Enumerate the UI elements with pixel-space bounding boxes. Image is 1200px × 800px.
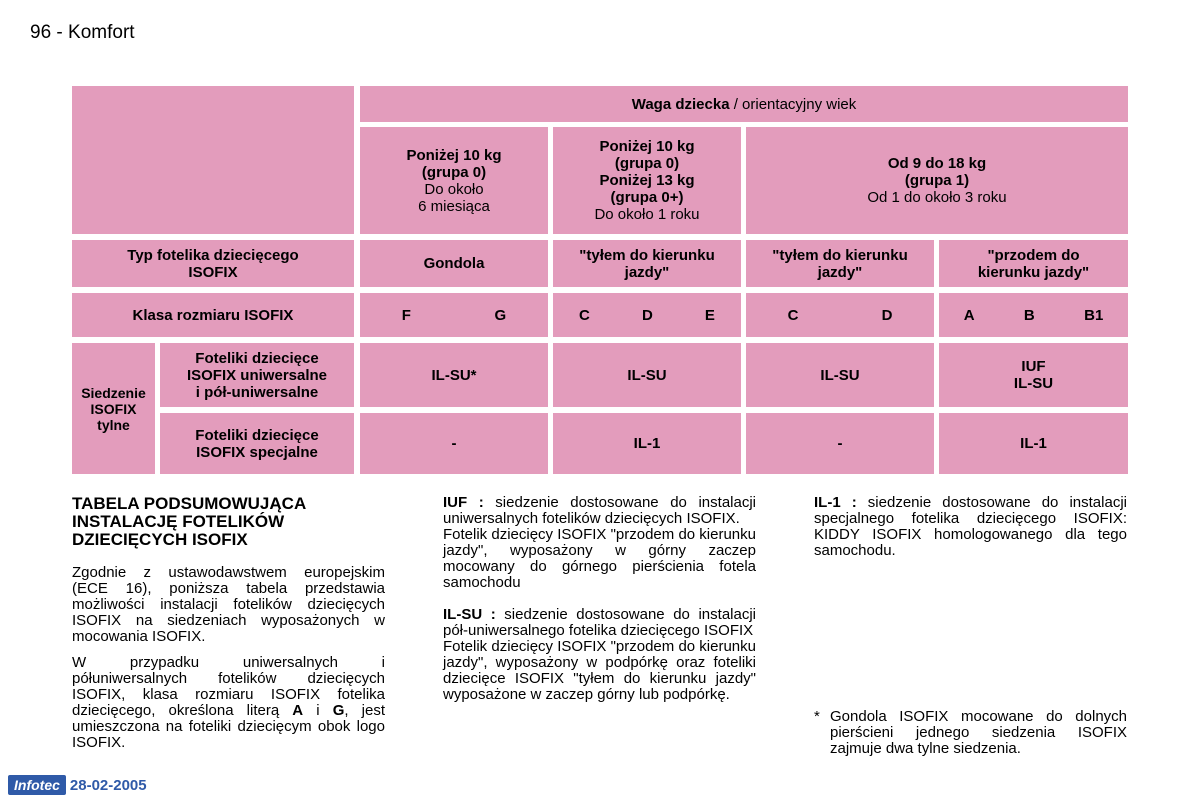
special-value-3 — [939, 413, 1128, 474]
size-cell-0 — [360, 293, 548, 337]
type-rear-2-a: "tyłem do kierunku — [772, 246, 908, 264]
special-value-text: IL-1 — [633, 435, 661, 452]
size-B: B — [1023, 306, 1035, 324]
para-text: , jest umieszczona na foteliki dziecięcym obok logo ISOFIX. — [72, 702, 385, 751]
universal-label-cell — [160, 343, 354, 407]
universal-value-0 — [360, 343, 548, 407]
type-rear-1-cell — [553, 240, 741, 287]
type-rear-1-b: jazdy" — [624, 263, 670, 281]
ilsu-definition — [443, 607, 756, 639]
letter-a: A — [292, 702, 304, 719]
page-header — [30, 22, 135, 44]
special-value-1 — [553, 413, 741, 474]
universal-value-text: IL-SU — [627, 366, 667, 384]
print-date: 28-02-2005 — [69, 776, 147, 794]
special-value-text: - — [837, 435, 843, 452]
special-value-text: - — [451, 435, 457, 452]
weight-title-bold: Waga dziecka — [631, 95, 730, 113]
heading-line: INSTALACJĘ FOTELIKÓW — [72, 512, 285, 531]
group-0plus-age: Do około 1 roku — [594, 206, 700, 223]
il1-definition — [814, 495, 1127, 559]
size-C: C — [579, 306, 590, 324]
special-value-2 — [746, 413, 934, 474]
type-label-2: ISOFIX — [188, 263, 238, 281]
group-0-weight: Poniżej 10 kg — [406, 146, 502, 164]
type-label-1: Typ fotelika dziecięcego — [127, 246, 299, 264]
seat-label-3: tylne — [97, 416, 130, 433]
size-cell-3 — [939, 293, 1128, 337]
heading-line: DZIECIĘCYCH ISOFIX — [72, 530, 248, 549]
iuf-description: Fotelik dziecięcy ISOFIX "przodem do kierunku jazdy", wyposażony w górny zaczep mocowany do górnego pierścienia fotela samochodu — [443, 526, 756, 591]
universal-value-text: IL-SU — [1013, 375, 1054, 392]
para-text: i — [303, 702, 333, 719]
header-separator: - — [56, 22, 63, 43]
footnote-mark: * — [814, 708, 820, 725]
iuf-term: IUF : — [443, 494, 484, 511]
weight-header — [360, 86, 1128, 122]
universal-value-2 — [746, 343, 934, 407]
size-cell-1 — [553, 293, 741, 337]
group-0plus-class-b: (grupa 0+) — [610, 189, 684, 206]
group-0-age-2: 6 miesiąca — [418, 197, 490, 215]
size-A: A — [963, 306, 975, 324]
page-number: 96 — [30, 22, 52, 43]
iuf-definition — [443, 495, 756, 527]
size-class-paragraph — [72, 655, 385, 751]
group-0plus-weight-a: Poniżej 10 kg — [599, 138, 695, 155]
universal-value-text: IL-SU* — [431, 366, 477, 384]
size-G: G — [494, 306, 507, 324]
special-value-0 — [360, 413, 548, 474]
group-0-age-1: Do około — [424, 180, 484, 198]
section-title: Komfort — [68, 22, 135, 43]
section-heading — [72, 495, 385, 549]
group-0plus-class-a: (grupa 0) — [614, 155, 680, 172]
size-D: D — [881, 306, 893, 324]
seat-label-2: ISOFIX — [90, 400, 137, 417]
type-front-b: kierunku jazdy" — [977, 263, 1090, 281]
para-text: W przypadku uniwersalnych i półuniwersalnych fotelików dziecięcych ISOFIX, klasa rozmiaru ISOFIX fotelika dziecięcego, określona literą — [72, 654, 385, 719]
weight-title-rest: / orientacyjny wiek — [729, 95, 857, 113]
type-rear-1-a: "tyłem do kierunku — [579, 246, 715, 264]
size-cell-2 — [746, 293, 934, 337]
corner-cell — [72, 86, 354, 234]
type-gondola-cell — [360, 240, 548, 287]
size-C: C — [787, 306, 799, 324]
seat-label-1: Siedzenie — [81, 384, 146, 401]
group-1-weight: Od 9 do 18 kg — [887, 155, 987, 172]
letter-g: G — [332, 702, 345, 719]
group-1-class: (grupa 1) — [904, 172, 970, 189]
special-label-cell — [160, 413, 354, 474]
gondola-footnote — [814, 709, 1127, 757]
type-front-a: "przodem do — [987, 246, 1080, 264]
text-column-3 — [814, 495, 1127, 569]
type-gondola: Gondola — [423, 255, 485, 272]
group-0plus-cell — [553, 127, 741, 234]
special-label-2: ISOFIX specjalne — [196, 443, 318, 461]
text-column-2 — [443, 495, 756, 713]
seat-label-cell — [72, 343, 155, 474]
infotec-logo: Infotec — [8, 775, 66, 795]
universal-label-1: Foteliki dziecięce — [195, 349, 319, 367]
iuf-def: siedzenie dostosowane do instalacji uniwersalnych fotelików dziecięcych ISOFIX. — [443, 494, 756, 527]
ilsu-term: IL-SU : — [443, 606, 496, 623]
size-D: D — [641, 306, 653, 324]
footer — [8, 775, 147, 795]
il1-def: siedzenie dostosowane do instalacji specjalnego fotelika dziecięcego ISOFIX: KIDDY ISOFIX homologowanego dla tego samochodu. — [814, 494, 1127, 559]
universal-value-text: IUF — [1021, 358, 1046, 375]
universal-label-3: i pół-uniwersalne — [195, 383, 319, 401]
type-rear-2-b: jazdy" — [817, 263, 863, 281]
universal-value-1 — [553, 343, 741, 407]
special-label-1: Foteliki dziecięce — [195, 426, 319, 444]
size-label-cell — [72, 293, 354, 337]
ilsu-description: Fotelik dziecięcy ISOFIX "przodem do kierunku jazdy", wyposażony w podpórkę oraz foteliki dziecięce ISOFIX "tyłem do kierunku jazdy" wyposażone w zaczep górny lub podpórkę. — [443, 638, 756, 703]
intro-paragraph: Zgodnie z ustawodawstwem europejskim (ECE 16), poniższa tabela przedstawia możliwości instalacji fotelików dziecięcych ISOFIX na siedzeniach wyposażonych w mocowania ISOFIX. — [72, 564, 385, 645]
universal-label-2: ISOFIX uniwersalne — [186, 366, 328, 384]
size-B1: B1 — [1084, 306, 1104, 324]
size-E: E — [704, 306, 715, 324]
universal-value-text: IL-SU — [820, 366, 860, 384]
group-0-class: (grupa 0) — [421, 163, 487, 181]
il1-term: IL-1 : — [814, 494, 857, 511]
size-F: F — [401, 306, 411, 324]
group-0plus-weight-b: Poniżej 13 kg — [599, 172, 695, 189]
footnote-text: Gondola ISOFIX mocowane do dolnych pierścieni jednego siedzenia ISOFIX zajmuje dwa tylne siedzenia. — [830, 708, 1127, 757]
group-1-age: Od 1 do około 3 roku — [867, 189, 1007, 206]
heading-line: TABELA PODSUMOWUJĄCA — [72, 494, 307, 513]
type-label-cell — [72, 240, 354, 287]
type-rear-2-cell — [746, 240, 934, 287]
text-column-1 — [72, 495, 385, 761]
type-front-cell — [939, 240, 1128, 287]
size-label: Klasa rozmiaru ISOFIX — [132, 306, 294, 324]
group-1-cell — [746, 127, 1128, 234]
group-0-cell — [360, 127, 548, 234]
universal-value-3 — [939, 343, 1128, 407]
ilsu-def: siedzenie dostosowane do instalacji pół-uniwersalnego fotelika dziecięcego ISOFIX — [443, 606, 756, 639]
special-value-text: IL-1 — [1020, 435, 1047, 452]
